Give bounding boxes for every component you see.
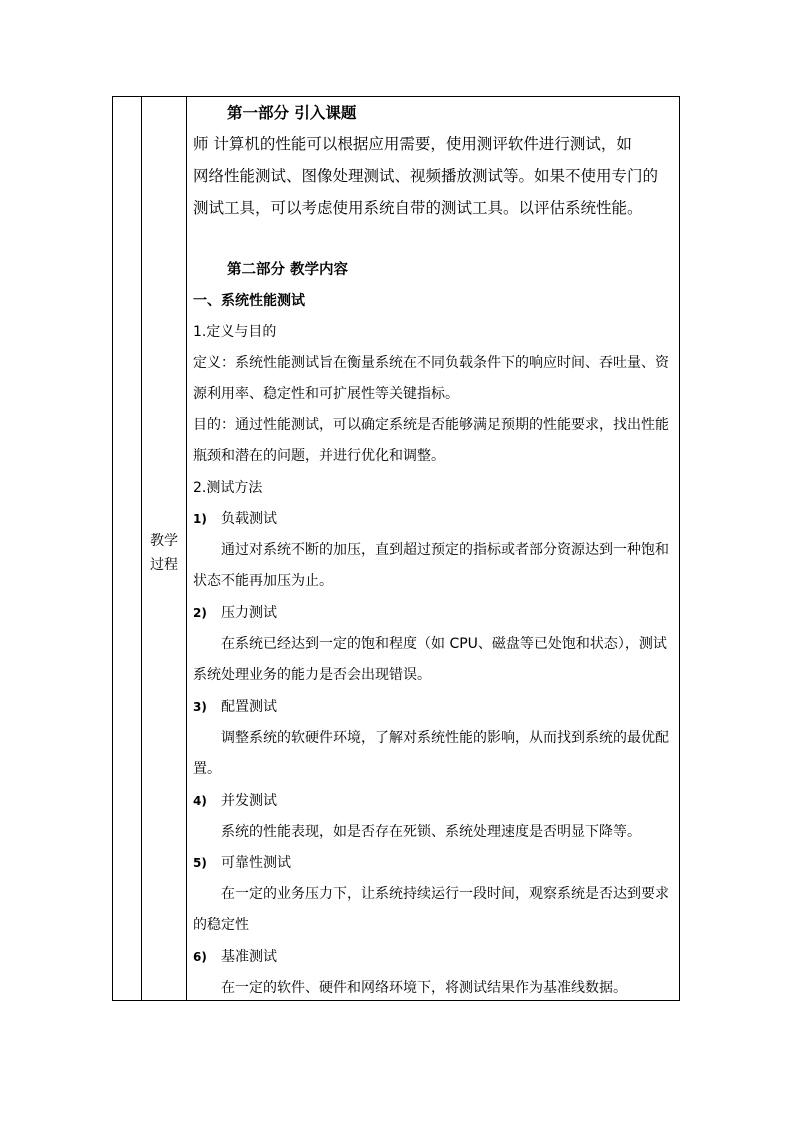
method-title	[193, 602, 277, 622]
method-desc: 在系统已经达到一定的饱和程度（如 CPU、磁盘等已处饱和状态），测试	[221, 636, 667, 652]
row-label	[143, 529, 185, 577]
method-name: 压力测试	[221, 605, 277, 621]
method-name: 并发测试	[221, 793, 277, 809]
method-title	[193, 696, 277, 716]
method-name: 基准测试	[221, 949, 277, 965]
definition-line: 源利用率、稳定性和可扩展性等关键指标。	[193, 386, 459, 402]
paragraph-line: 测试工具，可以考虑使用系统自带的测试工具。以评估系统性能。	[193, 199, 643, 217]
method-title	[193, 852, 291, 872]
subsection-title: 2.测试方法	[193, 480, 263, 496]
method-number: 1)	[193, 512, 207, 526]
method-number: 3)	[193, 700, 207, 714]
subsection-title: 1.定义与目的	[193, 324, 277, 340]
method-title	[193, 790, 277, 810]
method-name: 配置测试	[221, 699, 277, 715]
column-divider	[186, 97, 187, 1000]
method-desc: 的稳定性	[193, 917, 249, 933]
method-number: 5)	[193, 856, 207, 870]
part1-heading: 第一部分 引入课题	[227, 104, 357, 122]
method-number: 6)	[193, 950, 207, 964]
method-desc: 置。	[193, 761, 221, 777]
purpose-line: 瓶颈和潜在的问题，并进行优化和调整。	[193, 448, 445, 464]
method-desc: 在一定的软件、硬件和网络环境下，将测试结果作为基准线数据。	[221, 980, 627, 996]
method-number: 2)	[193, 606, 207, 620]
method-name: 可靠性测试	[221, 855, 291, 871]
paragraph-line: 网络性能测试、图像处理测试、视频播放测试等。如果不使用专门的	[193, 167, 659, 185]
method-number: 4)	[193, 794, 207, 808]
column-divider	[141, 97, 142, 1000]
method-desc: 系统处理业务的能力是否会出现错误。	[193, 667, 431, 683]
method-desc: 状态不能再加压为止。	[193, 573, 333, 589]
section-title: 一、系统性能测试	[193, 293, 305, 309]
method-title	[193, 946, 277, 966]
method-desc: 系统的性能表现，如是否存在死锁、系统处理速度是否明显下降等。	[221, 824, 641, 840]
definition-line: 定义：系统性能测试旨在衡量系统在不同负载条件下的响应时间、吞吐量、资	[193, 355, 669, 371]
method-desc: 调整系统的软硬件环境，了解对系统性能的影响，从而找到系统的最优配	[221, 730, 669, 746]
row-label-line: 教学	[150, 533, 178, 549]
purpose-line: 目的：通过性能测试，可以确定系统是否能够满足预期的性能要求，找出性能	[193, 417, 669, 433]
method-desc: 通过对系统不断的加压，直到超过预定的指标或者部分资源达到一种饱和	[221, 542, 669, 558]
method-title	[193, 508, 277, 528]
part2-heading: 第二部分 教学内容	[227, 262, 349, 278]
paragraph-line: 师 计算机的性能可以根据应用需要，使用测评软件进行测试，如	[193, 135, 632, 153]
row-label-line: 过程	[150, 557, 178, 573]
method-desc: 在一定的业务压力下，让系统持续运行一段时间，观察系统是否达到要求	[221, 886, 669, 902]
method-name: 负载测试	[221, 511, 277, 527]
